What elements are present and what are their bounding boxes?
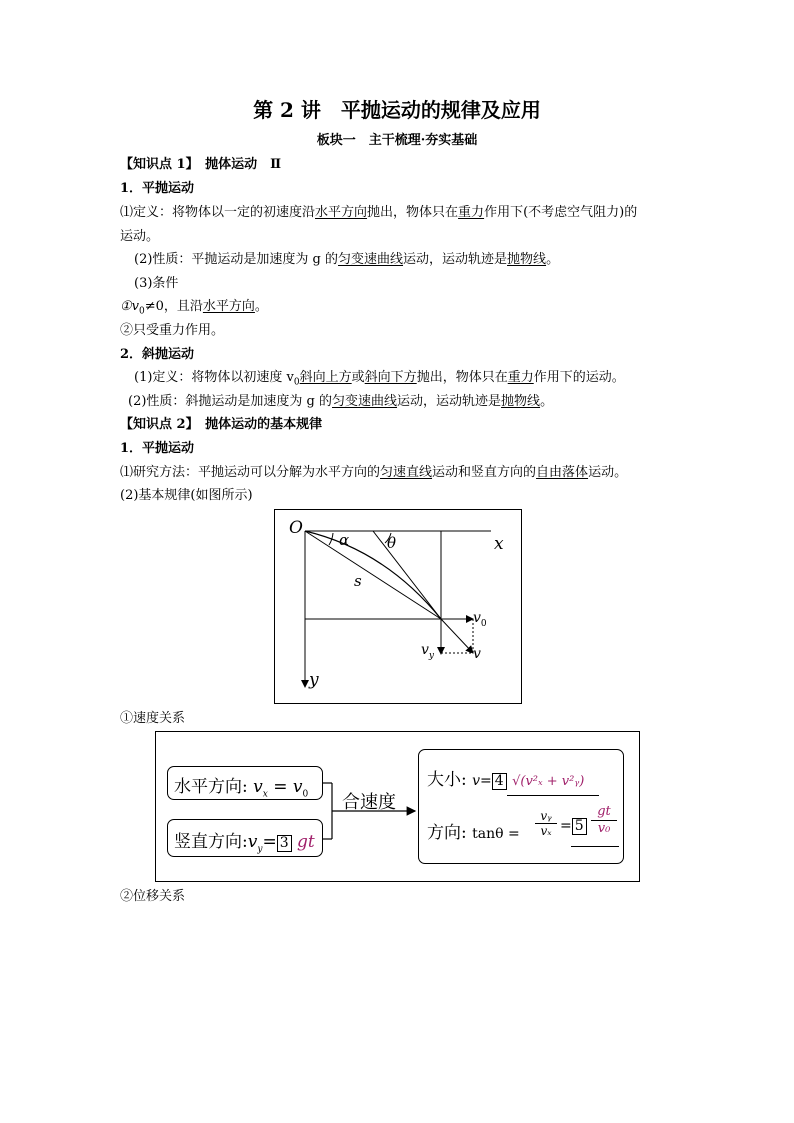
- text: =: [560, 818, 572, 834]
- underlined-answer: 重力: [507, 370, 534, 385]
- underlined-answer: 重力: [458, 205, 485, 220]
- text: 抛出，物体只在: [416, 370, 508, 385]
- displacement-line: [305, 531, 441, 619]
- underlined-answer: 抛物线: [501, 394, 541, 409]
- numerator: gt: [591, 804, 617, 821]
- answer-number-box: 3: [277, 835, 292, 852]
- underlined-answer: 斜向下方: [364, 370, 417, 385]
- direction-answer: [591, 804, 617, 837]
- k1-definition-line2: 运动。: [120, 229, 160, 244]
- text: v: [253, 777, 263, 797]
- velocity-diagram: [155, 731, 640, 882]
- underlined-answer: 匀速直线: [380, 465, 433, 480]
- subscript: y: [428, 650, 435, 661]
- numerator: vᵧ: [535, 809, 557, 824]
- projectile-figure: [274, 509, 522, 704]
- text: 运动。: [588, 465, 628, 480]
- text: 作用下的运动。: [533, 370, 625, 385]
- tangent-line: [373, 531, 441, 619]
- text: v: [247, 832, 258, 852]
- velocity-relation-label: ①速度关系: [120, 711, 186, 726]
- k2-basic-rules: (2)基本规律(如图所示): [120, 488, 253, 503]
- text: ≠0，且沿: [144, 299, 203, 314]
- underlined-answer: 斜向上方: [299, 370, 352, 385]
- v-label: v: [473, 646, 481, 662]
- horizontal-box: [167, 766, 323, 800]
- subscript: 0: [293, 377, 300, 388]
- k2-heading: 【知识点 2】 抛体运动的基本规律: [120, 417, 323, 432]
- text: (2)性质：平抛运动是加速度为 g 的: [134, 252, 339, 267]
- text: 竖直方向:: [174, 832, 248, 852]
- text: ①v: [120, 299, 139, 314]
- v0-label: [473, 610, 487, 629]
- k1-s2-heading: 2．斜抛运动: [120, 347, 195, 362]
- k2-method: [120, 464, 627, 482]
- answer-number-box: 4: [492, 773, 507, 790]
- denominator: vₓ: [540, 824, 552, 838]
- k1-oblique-definition: [134, 369, 625, 392]
- text: 作用下(不考虑空气阻力)的: [484, 205, 638, 220]
- text: tanθ =: [472, 826, 520, 842]
- answer-number-box: 5: [572, 818, 587, 835]
- text: (1)定义：将物体以初速度 v: [134, 370, 294, 385]
- k1-condition-2: ②只受重力作用。: [120, 323, 225, 338]
- text: 或: [351, 370, 365, 385]
- text: 方向:: [427, 823, 467, 843]
- vertical-answer: gt: [297, 832, 315, 852]
- size-line: [427, 765, 584, 790]
- displacement-label: s: [354, 572, 362, 590]
- denominator: v₀: [597, 821, 611, 836]
- direction-eq2: [560, 818, 587, 835]
- text: 水平方向:: [174, 777, 248, 797]
- text: 。: [546, 252, 560, 267]
- answer-underline: [507, 795, 599, 796]
- direction-fraction: [535, 809, 557, 838]
- k1-oblique-property: [128, 393, 553, 411]
- text: (2)性质：斜抛运动是加速度为 g 的: [128, 394, 333, 409]
- combine-label: 合速度: [342, 792, 396, 813]
- origin-label: O: [289, 518, 303, 538]
- underlined-answer: 自由落体: [536, 465, 589, 480]
- subscript: x: [262, 789, 268, 800]
- subscript: 0: [139, 306, 145, 317]
- k1-condition-heading: (3)条件: [134, 276, 179, 291]
- text: 大小:: [427, 770, 467, 790]
- vertical-box: [167, 819, 323, 857]
- underlined-answer: 抛物线: [507, 252, 547, 267]
- text: = v: [267, 777, 303, 797]
- text: ⑴定义：将物体以一定的初速度沿: [120, 205, 316, 220]
- size-answer: √(v²ₓ + v²ᵧ): [512, 774, 585, 789]
- text: 。: [540, 394, 554, 409]
- answer-underline: [571, 846, 619, 847]
- subscript: y: [257, 844, 263, 855]
- subscript: 0: [480, 618, 487, 629]
- text: 运动，运动轨迹是: [397, 394, 502, 409]
- direction-line: [427, 818, 520, 843]
- underlined-answer: 水平方向: [202, 299, 255, 314]
- page-subtitle: 板块一 主干梳理·夯实基础: [316, 133, 478, 148]
- underlined-answer: 水平方向: [315, 205, 368, 220]
- x-axis-label: x: [494, 534, 504, 554]
- text: 抛出，物体只在: [367, 205, 459, 220]
- vertical-line: [174, 827, 315, 854]
- k2-s1-heading: 1．平抛运动: [120, 441, 195, 456]
- text: ⑴研究方法：平抛运动可以分解为水平方向的: [120, 465, 381, 480]
- y-axis-label: y: [309, 670, 319, 690]
- k1-definition-line1: [120, 204, 637, 222]
- text: 运动和竖直方向的: [432, 465, 537, 480]
- text: v: [473, 610, 481, 626]
- text: v: [421, 642, 429, 658]
- displacement-relation-label: ②位移关系: [120, 889, 186, 904]
- vy-label: [421, 642, 434, 661]
- k1-heading: 【知识点 1】 抛体运动 Ⅱ: [120, 157, 282, 172]
- result-box: [418, 749, 624, 864]
- alpha-label: α: [339, 531, 350, 549]
- text: 运动，运动轨迹是: [403, 252, 508, 267]
- k1-s1-heading: 1．平抛运动: [120, 181, 195, 196]
- horizontal-line: [174, 772, 308, 799]
- v-arrow: [441, 619, 473, 653]
- page-title: 第 2 讲 平抛运动的规律及应用: [253, 98, 541, 122]
- k1-property: [134, 251, 559, 269]
- theta-label: θ: [387, 534, 397, 552]
- k1-condition-1: [120, 298, 268, 321]
- text: v=: [472, 773, 492, 789]
- underlined-answer: 匀变速曲线: [332, 394, 398, 409]
- text: =: [262, 832, 277, 852]
- underlined-answer: 匀变速曲线: [338, 252, 404, 267]
- subscript: 0: [302, 789, 309, 800]
- text: 。: [254, 299, 268, 314]
